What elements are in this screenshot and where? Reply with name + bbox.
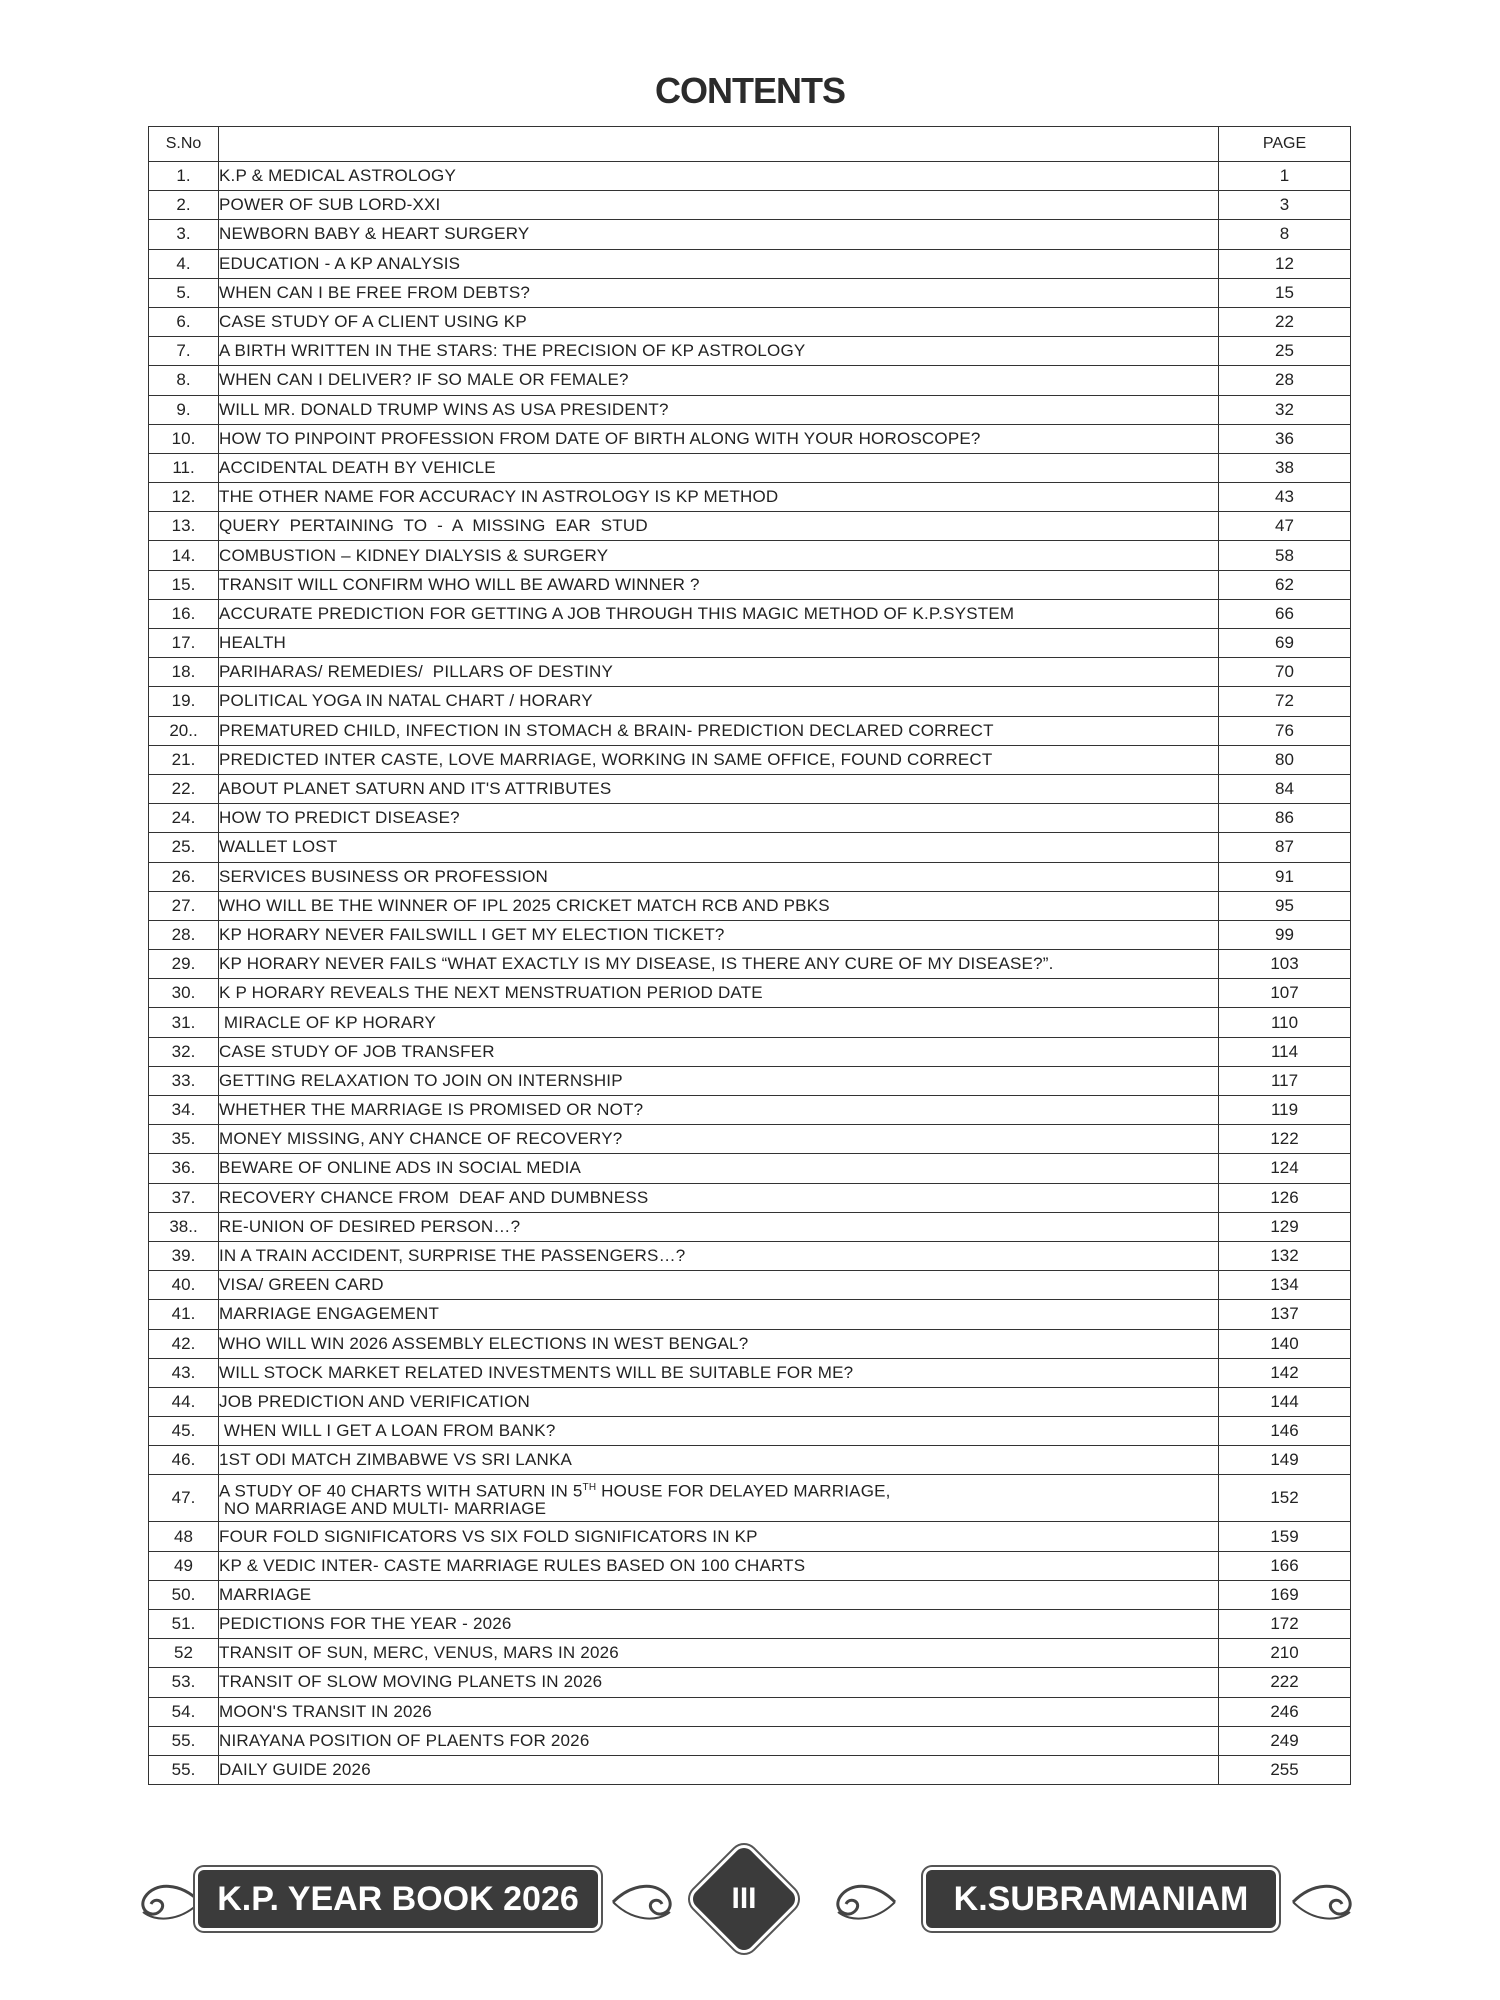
row-topic: K P HORARY REVEALS THE NEXT MENSTRUATION PERIOD DATE <box>219 979 1219 1008</box>
row-topic: ABOUT PLANET SATURN AND IT'S ATTRIBUTES <box>219 774 1219 803</box>
row-topic-superscript: TH <box>582 1481 597 1493</box>
row-topic: KP & VEDIC INTER- CASTE MARRIAGE RULES BASED ON 100 CHARTS <box>219 1551 1219 1580</box>
row-sno: 31. <box>149 1008 219 1037</box>
row-sno: 22. <box>149 774 219 803</box>
row-topic: GETTING RELAXATION TO JOIN ON INTERNSHIP <box>219 1066 1219 1095</box>
row-page: 28 <box>1219 366 1351 395</box>
table-row <box>149 512 1351 541</box>
row-sno: 55. <box>149 1726 219 1755</box>
row-page: 246 <box>1219 1697 1351 1726</box>
row-topic: WHO WILL WIN 2026 ASSEMBLY ELECTIONS IN WEST BENGAL? <box>219 1329 1219 1358</box>
row-page: 25 <box>1219 337 1351 366</box>
table-row <box>149 979 1351 1008</box>
row-topic: ACCURATE PREDICTION FOR GETTING A JOB THROUGH THIS MAGIC METHOD OF K.P.SYSTEM <box>219 599 1219 628</box>
row-page: 70 <box>1219 658 1351 687</box>
row-sno: 36. <box>149 1154 219 1183</box>
row-topic: DAILY GUIDE 2026 <box>219 1755 1219 1784</box>
row-page: 8 <box>1219 220 1351 249</box>
table-row <box>149 1271 1351 1300</box>
row-sno: 44. <box>149 1387 219 1416</box>
row-topic: POLITICAL YOGA IN NATAL CHART / HORARY <box>219 687 1219 716</box>
table-row <box>149 307 1351 336</box>
table-row <box>149 745 1351 774</box>
row-topic: RECOVERY CHANCE FROM DEAF AND DUMBNESS <box>219 1183 1219 1212</box>
row-topic-line1a: A STUDY OF 40 CHARTS WITH SATURN IN 5 <box>219 1481 583 1501</box>
table-row <box>149 1212 1351 1241</box>
row-page: 103 <box>1219 950 1351 979</box>
row-page: 122 <box>1219 1125 1351 1154</box>
row-page: 86 <box>1219 804 1351 833</box>
table-row <box>149 249 1351 278</box>
row-sno: 29. <box>149 950 219 979</box>
footer-banner <box>0 1850 1500 1960</box>
row-sno: 4. <box>149 249 219 278</box>
row-sno: 49 <box>149 1551 219 1580</box>
row-sno: 10. <box>149 424 219 453</box>
table-row <box>149 1639 1351 1668</box>
table-row <box>149 1329 1351 1358</box>
row-page: 43 <box>1219 483 1351 512</box>
table-row <box>149 162 1351 191</box>
row-page: 144 <box>1219 1387 1351 1416</box>
row-topic: PEDICTIONS FOR THE YEAR - 2026 <box>219 1610 1219 1639</box>
row-topic: WHEN CAN I DELIVER? IF SO MALE OR FEMALE? <box>219 366 1219 395</box>
row-page: 149 <box>1219 1446 1351 1475</box>
table-row <box>149 950 1351 979</box>
table-row <box>149 716 1351 745</box>
row-page: 3 <box>1219 191 1351 220</box>
row-sno: 32. <box>149 1037 219 1066</box>
row-topic: WHO WILL BE THE WINNER OF IPL 2025 CRICKET MATCH RCB AND PBKS <box>219 891 1219 920</box>
row-sno: 17. <box>149 629 219 658</box>
contents-body <box>149 162 1351 1785</box>
row-sno: 43. <box>149 1358 219 1387</box>
row-page: 146 <box>1219 1417 1351 1446</box>
row-page: 76 <box>1219 716 1351 745</box>
row-page: 172 <box>1219 1610 1351 1639</box>
row-sno: 55. <box>149 1755 219 1784</box>
row-topic: JOB PREDICTION AND VERIFICATION <box>219 1387 1219 1416</box>
row-topic: EDUCATION - A KP ANALYSIS <box>219 249 1219 278</box>
table-row <box>149 424 1351 453</box>
row-sno: 47. <box>149 1475 219 1522</box>
table-row <box>149 774 1351 803</box>
row-page: 117 <box>1219 1066 1351 1095</box>
row-page: 91 <box>1219 862 1351 891</box>
table-header-row <box>149 127 1351 162</box>
row-topic: TRANSIT OF SLOW MOVING PLANETS IN 2026 <box>219 1668 1219 1697</box>
table-row <box>149 1066 1351 1095</box>
row-page: 110 <box>1219 1008 1351 1037</box>
row-topic: NIRAYANA POSITION OF PLAENTS FOR 2026 <box>219 1726 1219 1755</box>
table-row <box>149 366 1351 395</box>
row-sno: 38.. <box>149 1212 219 1241</box>
row-page: 107 <box>1219 979 1351 1008</box>
table-row <box>149 1183 1351 1212</box>
table-row <box>149 599 1351 628</box>
row-page: 132 <box>1219 1241 1351 1270</box>
row-topic: MONEY MISSING, ANY CHANCE OF RECOVERY? <box>219 1125 1219 1154</box>
row-page: 119 <box>1219 1096 1351 1125</box>
row-topic: KP HORARY NEVER FAILS “WHAT EXACTLY IS MY DISEASE, IS THERE ANY CURE OF MY DISEASE?”. <box>219 950 1219 979</box>
table-row <box>149 278 1351 307</box>
row-sno: 20.. <box>149 716 219 745</box>
table-row <box>149 1668 1351 1697</box>
table-row <box>149 1522 1351 1551</box>
row-topic: WILL MR. DONALD TRUMP WINS AS USA PRESIDENT? <box>219 395 1219 424</box>
row-page: 32 <box>1219 395 1351 424</box>
row-page: 95 <box>1219 891 1351 920</box>
row-topic: TRANSIT OF SUN, MERC, VENUS, MARS IN 2026 <box>219 1639 1219 1668</box>
row-sno: 48 <box>149 1522 219 1551</box>
table-row <box>149 1125 1351 1154</box>
table-row <box>149 395 1351 424</box>
row-sno: 19. <box>149 687 219 716</box>
row-topic: COMBUSTION – KIDNEY DIALYSIS & SURGERY <box>219 541 1219 570</box>
table-row <box>149 1697 1351 1726</box>
center-right-flourish-icon <box>820 1862 900 1942</box>
row-sno: 16. <box>149 599 219 628</box>
sno-header: S.No <box>149 127 219 162</box>
row-sno: 30. <box>149 979 219 1008</box>
row-topic: HOW TO PINPOINT PROFESSION FROM DATE OF BIRTH ALONG WITH YOUR HOROSCOPE? <box>219 424 1219 453</box>
row-sno: 14. <box>149 541 219 570</box>
table-row <box>149 1580 1351 1609</box>
row-sno: 46. <box>149 1446 219 1475</box>
row-sno: 54. <box>149 1697 219 1726</box>
row-topic: QUERY PERTAINING TO - A MISSING EAR STUD <box>219 512 1219 541</box>
row-page: 210 <box>1219 1639 1351 1668</box>
row-sno: 11. <box>149 453 219 482</box>
row-page: 72 <box>1219 687 1351 716</box>
row-sno: 52 <box>149 1639 219 1668</box>
row-sno: 51. <box>149 1610 219 1639</box>
row-topic: VISA/ GREEN CARD <box>219 1271 1219 1300</box>
table-row <box>149 1008 1351 1037</box>
table-row <box>149 629 1351 658</box>
table-row <box>149 570 1351 599</box>
row-sno: 12. <box>149 483 219 512</box>
table-row <box>149 453 1351 482</box>
row-sno: 37. <box>149 1183 219 1212</box>
row-page: 114 <box>1219 1037 1351 1066</box>
row-sno: 40. <box>149 1271 219 1300</box>
row-page: 69 <box>1219 629 1351 658</box>
row-sno: 15. <box>149 570 219 599</box>
row-topic: WILL STOCK MARKET RELATED INVESTMENTS WILL BE SUITABLE FOR ME? <box>219 1358 1219 1387</box>
row-sno: 25. <box>149 833 219 862</box>
row-page: 166 <box>1219 1551 1351 1580</box>
row-sno: 6. <box>149 307 219 336</box>
row-topic: THE OTHER NAME FOR ACCURACY IN ASTROLOGY IS KP METHOD <box>219 483 1219 512</box>
row-sno: 24. <box>149 804 219 833</box>
row-sno: 18. <box>149 658 219 687</box>
table-row <box>149 191 1351 220</box>
table-row <box>149 1610 1351 1639</box>
table-row <box>149 1358 1351 1387</box>
row-sno: 21. <box>149 745 219 774</box>
table-row <box>149 541 1351 570</box>
table-row <box>149 1037 1351 1066</box>
row-sno: 5. <box>149 278 219 307</box>
table-row <box>149 1387 1351 1416</box>
table-row <box>149 1241 1351 1270</box>
row-page: 152 <box>1219 1475 1351 1522</box>
table-row <box>149 1475 1351 1522</box>
row-sno: 39. <box>149 1241 219 1270</box>
row-sno: 3. <box>149 220 219 249</box>
left-flourish-icon <box>125 1862 205 1942</box>
row-page: 58 <box>1219 541 1351 570</box>
right-flourish-icon <box>1288 1862 1368 1942</box>
row-topic: NEWBORN BABY & HEART SURGERY <box>219 220 1219 249</box>
page-header: PAGE <box>1219 127 1351 162</box>
table-row <box>149 220 1351 249</box>
row-page: 249 <box>1219 1726 1351 1755</box>
row-page: 140 <box>1219 1329 1351 1358</box>
row-topic: MARRIAGE <box>219 1580 1219 1609</box>
row-topic: MARRIAGE ENGAGEMENT <box>219 1300 1219 1329</box>
row-topic: BEWARE OF ONLINE ADS IN SOCIAL MEDIA <box>219 1154 1219 1183</box>
row-topic: FOUR FOLD SIGNIFICATORS VS SIX FOLD SIGNIFICATORS IN KP <box>219 1522 1219 1551</box>
row-topic: HOW TO PREDICT DISEASE? <box>219 804 1219 833</box>
row-page: 12 <box>1219 249 1351 278</box>
row-topic-line1b: HOUSE FOR DELAYED MARRIAGE, <box>596 1481 891 1501</box>
author-band: K.SUBRAMANIAM <box>926 1870 1276 1928</box>
row-sno: 27. <box>149 891 219 920</box>
row-sno: 28. <box>149 920 219 949</box>
row-sno: 1. <box>149 162 219 191</box>
row-sno: 53. <box>149 1668 219 1697</box>
row-topic: PARIHARAS/ REMEDIES/ PILLARS OF DESTINY <box>219 658 1219 687</box>
table-row <box>149 1417 1351 1446</box>
row-sno: 50. <box>149 1580 219 1609</box>
book-title-band: K.P. YEAR BOOK 2026 <box>198 1870 598 1928</box>
row-topic: MOON'S TRANSIT IN 2026 <box>219 1697 1219 1726</box>
page-title: CONTENTS <box>655 70 845 111</box>
row-page: 84 <box>1219 774 1351 803</box>
row-topic: 1ST ODI MATCH ZIMBABWE VS SRI LANKA <box>219 1446 1219 1475</box>
row-page: 87 <box>1219 833 1351 862</box>
row-sno: 42. <box>149 1329 219 1358</box>
table-row <box>149 1096 1351 1125</box>
row-page: 159 <box>1219 1522 1351 1551</box>
row-page: 222 <box>1219 1668 1351 1697</box>
row-page: 169 <box>1219 1580 1351 1609</box>
row-page: 36 <box>1219 424 1351 453</box>
row-page: 80 <box>1219 745 1351 774</box>
row-sno: 34. <box>149 1096 219 1125</box>
row-topic <box>219 1475 1219 1522</box>
table-row <box>149 804 1351 833</box>
row-page: 15 <box>1219 278 1351 307</box>
table-row <box>149 1300 1351 1329</box>
contents-table <box>148 126 1351 1785</box>
row-topic: WHEN WILL I GET A LOAN FROM BANK? <box>219 1417 1219 1446</box>
row-topic: ACCIDENTAL DEATH BY VEHICLE <box>219 453 1219 482</box>
row-sno: 45. <box>149 1417 219 1446</box>
topic-header <box>219 127 1219 162</box>
row-page: 47 <box>1219 512 1351 541</box>
row-sno: 8. <box>149 366 219 395</box>
row-sno: 33. <box>149 1066 219 1095</box>
table-row <box>149 1755 1351 1784</box>
row-topic: WALLET LOST <box>219 833 1219 862</box>
row-topic: CASE STUDY OF A CLIENT USING KP <box>219 307 1219 336</box>
table-row <box>149 891 1351 920</box>
row-page: 38 <box>1219 453 1351 482</box>
row-page: 1 <box>1219 162 1351 191</box>
row-sno: 7. <box>149 337 219 366</box>
row-page: 124 <box>1219 1154 1351 1183</box>
table-row <box>149 658 1351 687</box>
row-topic: IN A TRAIN ACCIDENT, SURPRISE THE PASSENGERS…? <box>219 1241 1219 1270</box>
row-topic: KP HORARY NEVER FAILSWILL I GET MY ELECTION TICKET? <box>219 920 1219 949</box>
row-topic: TRANSIT WILL CONFIRM WHO WILL BE AWARD WINNER ? <box>219 570 1219 599</box>
table-row <box>149 1446 1351 1475</box>
row-topic: A BIRTH WRITTEN IN THE STARS: THE PRECISION OF KP ASTROLOGY <box>219 337 1219 366</box>
table-row <box>149 337 1351 366</box>
row-page: 66 <box>1219 599 1351 628</box>
row-topic-line2: NO MARRIAGE AND MULTI- MARRIAGE <box>219 1499 547 1519</box>
table-row <box>149 483 1351 512</box>
row-topic: PREDICTED INTER CASTE, LOVE MARRIAGE, WORKING IN SAME OFFICE, FOUND CORRECT <box>219 745 1219 774</box>
row-sno: 26. <box>149 862 219 891</box>
table-row <box>149 687 1351 716</box>
row-page: 99 <box>1219 920 1351 949</box>
row-topic: SERVICES BUSINESS OR PROFESSION <box>219 862 1219 891</box>
row-topic: CASE STUDY OF JOB TRANSFER <box>219 1037 1219 1066</box>
page-number: III <box>731 1882 757 1915</box>
row-topic: HEALTH <box>219 629 1219 658</box>
table-row <box>149 1154 1351 1183</box>
row-topic: PREMATURED CHILD, INFECTION IN STOMACH & BRAIN- PREDICTION DECLARED CORRECT <box>219 716 1219 745</box>
table-row <box>149 1726 1351 1755</box>
row-topic: WHEN CAN I BE FREE FROM DEBTS? <box>219 278 1219 307</box>
row-page: 126 <box>1219 1183 1351 1212</box>
table-row <box>149 920 1351 949</box>
row-topic: MIRACLE OF KP HORARY <box>219 1008 1219 1037</box>
row-topic: K.P & MEDICAL ASTROLOGY <box>219 162 1219 191</box>
row-topic: POWER OF SUB LORD-XXI <box>219 191 1219 220</box>
row-page: 129 <box>1219 1212 1351 1241</box>
row-page: 62 <box>1219 570 1351 599</box>
row-page: 255 <box>1219 1755 1351 1784</box>
row-sno: 13. <box>149 512 219 541</box>
row-sno: 2. <box>149 191 219 220</box>
row-sno: 41. <box>149 1300 219 1329</box>
row-page: 134 <box>1219 1271 1351 1300</box>
row-topic: WHETHER THE MARRIAGE IS PROMISED OR NOT? <box>219 1096 1219 1125</box>
center-left-flourish-icon <box>608 1862 688 1942</box>
table-row <box>149 1551 1351 1580</box>
row-page: 142 <box>1219 1358 1351 1387</box>
table-row <box>149 833 1351 862</box>
row-page: 137 <box>1219 1300 1351 1329</box>
row-sno: 9. <box>149 395 219 424</box>
table-row <box>149 862 1351 891</box>
row-page: 22 <box>1219 307 1351 336</box>
row-topic: RE-UNION OF DESIRED PERSON…? <box>219 1212 1219 1241</box>
row-sno: 35. <box>149 1125 219 1154</box>
